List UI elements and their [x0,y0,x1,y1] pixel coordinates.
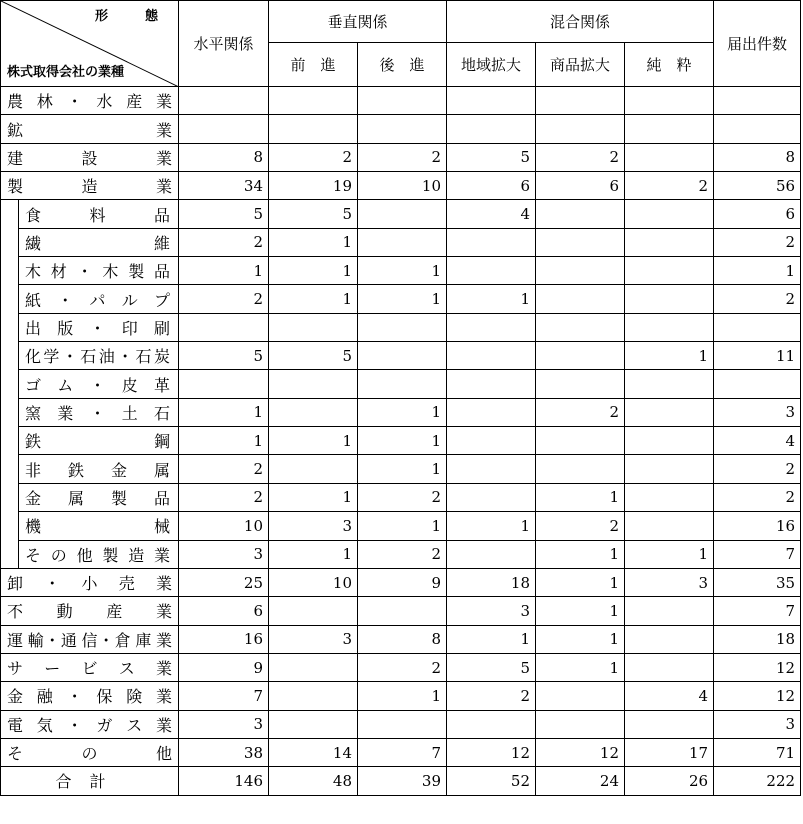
table-row [1,370,801,398]
value-cell [625,398,714,426]
value-cell [358,200,447,228]
table-row [1,228,801,256]
value-cell: 1 [269,285,358,313]
value-cell [714,313,801,341]
table-row [1,200,801,228]
total-value-cell: 26 [625,767,714,795]
value-cell [536,115,625,143]
table-row [1,87,801,115]
value-cell: 1 [536,597,625,625]
indent-cell [1,483,19,511]
value-cell: 12 [714,653,801,681]
value-cell: 1 [269,228,358,256]
value-cell [536,427,625,455]
indent-cell [1,427,19,455]
value-cell [536,228,625,256]
total-value-cell: 146 [179,767,269,795]
value-cell [625,143,714,171]
table-row [1,682,801,710]
value-cell: 1 [269,483,358,511]
indent-cell [1,342,19,370]
value-cell: 2 [625,172,714,200]
value-cell [179,313,269,341]
value-cell: 8 [358,625,447,653]
value-cell: 1 [536,653,625,681]
value-cell: 1 [447,285,536,313]
value-cell: 1 [358,285,447,313]
value-cell: 2 [179,228,269,256]
value-cell [269,398,358,426]
value-cell [625,257,714,285]
value-cell [714,87,801,115]
table-row [1,285,801,313]
value-cell: 2 [536,512,625,540]
value-cell: 2 [536,143,625,171]
row-label: 製造業 [1,172,179,200]
value-cell: 3 [447,597,536,625]
row-label: 鉱業 [1,115,179,143]
value-cell: 3 [269,512,358,540]
row-label: ゴム・皮革 [19,370,179,398]
value-cell: 8 [179,143,269,171]
value-cell [625,455,714,483]
value-cell: 1 [536,540,625,568]
table-row [1,653,801,681]
header-horizontal: 水平関係 [179,1,269,87]
row-label: その他製造業 [19,540,179,568]
value-cell: 3 [714,398,801,426]
value-cell: 5 [179,342,269,370]
table-row [1,398,801,426]
value-cell: 2 [179,285,269,313]
value-cell [625,483,714,511]
value-cell: 2 [714,285,801,313]
table-row [1,143,801,171]
value-cell: 1 [536,625,625,653]
value-cell: 9 [358,568,447,596]
table-row [1,172,801,200]
table-row [1,257,801,285]
indent-cell [1,540,19,568]
value-cell [536,200,625,228]
value-cell [358,597,447,625]
corner-top-label: 形 態 [94,9,170,24]
value-cell [269,653,358,681]
value-cell: 3 [179,540,269,568]
value-cell [714,115,801,143]
value-cell: 5 [269,342,358,370]
table-body [1,87,801,796]
value-cell: 16 [179,625,269,653]
value-cell: 1 [358,398,447,426]
table-row [1,342,801,370]
value-cell: 1 [625,342,714,370]
table-row [1,597,801,625]
value-cell: 25 [179,568,269,596]
table-row [1,540,801,568]
value-cell: 1 [358,427,447,455]
row-label: 鉄鋼 [19,427,179,455]
value-cell [625,228,714,256]
value-cell [625,512,714,540]
value-cell [447,427,536,455]
value-cell: 5 [179,200,269,228]
row-label: 繊維 [19,228,179,256]
value-cell: 5 [447,143,536,171]
value-cell: 1 [447,625,536,653]
value-cell: 4 [625,682,714,710]
value-cell [447,710,536,738]
indent-cell [1,370,19,398]
value-cell: 12 [447,738,536,766]
value-cell [358,87,447,115]
value-cell [358,342,447,370]
value-cell [625,313,714,341]
header-filings: 届出件数 [714,1,801,87]
indent-cell [1,398,19,426]
value-cell [179,115,269,143]
value-cell: 1 [179,257,269,285]
value-cell [625,87,714,115]
value-cell: 12 [714,682,801,710]
value-cell: 2 [269,143,358,171]
value-cell [269,313,358,341]
value-cell [625,200,714,228]
total-label: 合計 [1,767,179,795]
value-cell [269,87,358,115]
value-cell: 1 [358,455,447,483]
row-label: 出版・印刷 [19,313,179,341]
value-cell [625,710,714,738]
value-cell [536,87,625,115]
indent-cell [1,512,19,540]
value-cell [447,370,536,398]
value-cell: 7 [714,597,801,625]
row-label: 非鉄金属 [19,455,179,483]
value-cell [447,313,536,341]
value-cell: 14 [269,738,358,766]
value-cell: 9 [179,653,269,681]
row-label: 建設業 [1,143,179,171]
row-label: 農林・水産業 [1,87,179,115]
value-cell [358,115,447,143]
value-cell [447,87,536,115]
total-value-cell: 52 [447,767,536,795]
value-cell [269,370,358,398]
value-cell [269,597,358,625]
table-row [1,625,801,653]
total-row [1,767,801,795]
value-cell: 10 [269,568,358,596]
value-cell: 2 [179,483,269,511]
indent-cell [1,455,19,483]
value-cell: 6 [714,200,801,228]
row-label: 機械 [19,512,179,540]
value-cell: 1 [625,540,714,568]
value-cell [536,342,625,370]
value-cell: 10 [358,172,447,200]
value-cell [358,370,447,398]
value-cell: 3 [179,710,269,738]
value-cell [625,653,714,681]
row-label: 木材・木製品 [19,257,179,285]
table-row [1,115,801,143]
row-label: 化学・石油・石炭 [19,342,179,370]
value-cell: 18 [447,568,536,596]
row-label: 運輸･通信･倉庫業 [1,625,179,653]
total-value-cell: 24 [536,767,625,795]
total-value-cell: 39 [358,767,447,795]
table-row [1,313,801,341]
value-cell [625,115,714,143]
row-label: 電気・ガス業 [1,710,179,738]
value-cell: 2 [179,455,269,483]
value-cell: 6 [447,172,536,200]
value-cell [358,710,447,738]
indent-cell [1,257,19,285]
value-cell [625,285,714,313]
value-cell [447,540,536,568]
value-cell [447,228,536,256]
value-cell: 71 [714,738,801,766]
table-row [1,483,801,511]
row-label: その他 [1,738,179,766]
total-value-cell: 48 [269,767,358,795]
value-cell: 1 [179,427,269,455]
row-label: 金属製品 [19,483,179,511]
value-cell: 3 [714,710,801,738]
row-label: 不動産業 [1,597,179,625]
indent-cell [1,200,19,228]
value-cell [625,597,714,625]
value-cell: 2 [714,228,801,256]
table-row [1,710,801,738]
value-cell [447,398,536,426]
value-cell: 2 [358,143,447,171]
indent-cell [1,228,19,256]
value-cell: 4 [447,200,536,228]
value-cell: 8 [714,143,801,171]
value-cell: 1 [269,257,358,285]
value-cell [447,257,536,285]
value-cell: 3 [269,625,358,653]
value-cell: 19 [269,172,358,200]
value-cell: 16 [714,512,801,540]
value-cell [536,455,625,483]
value-cell: 1 [269,540,358,568]
value-cell [358,228,447,256]
value-cell: 2 [714,483,801,511]
value-cell [447,115,536,143]
value-cell: 2 [358,483,447,511]
value-cell: 35 [714,568,801,596]
value-cell [447,342,536,370]
value-cell: 1 [358,682,447,710]
row-label: 紙・パルプ [19,285,179,313]
value-cell: 1 [447,512,536,540]
value-cell [714,370,801,398]
value-cell: 5 [447,653,536,681]
value-cell: 6 [179,597,269,625]
value-cell: 7 [179,682,269,710]
value-cell: 1 [269,427,358,455]
header-vertical-backward: 後 進 [358,43,447,87]
value-cell: 1 [179,398,269,426]
value-cell [179,370,269,398]
value-cell [625,370,714,398]
value-cell: 17 [625,738,714,766]
row-label: 金融・保険業 [1,682,179,710]
total-value-cell: 222 [714,767,801,795]
row-label: 窯業・土石 [19,398,179,426]
value-cell [358,313,447,341]
value-cell: 3 [625,568,714,596]
value-cell [447,483,536,511]
value-cell: 1 [358,512,447,540]
value-cell: 56 [714,172,801,200]
header-vertical: 垂直関係 [269,1,447,43]
corner-bottom-label: 株式取得会社の業種 [7,65,125,80]
value-cell: 2 [358,653,447,681]
value-cell [269,682,358,710]
value-cell [536,710,625,738]
value-cell: 34 [179,172,269,200]
header-mixed-regional: 地域拡大 [447,43,536,87]
value-cell: 7 [714,540,801,568]
value-cell [269,710,358,738]
table-row [1,738,801,766]
value-cell [179,87,269,115]
table-row [1,568,801,596]
value-cell: 12 [536,738,625,766]
value-cell: 2 [536,398,625,426]
value-cell: 4 [714,427,801,455]
value-cell [625,427,714,455]
indent-cell [1,313,19,341]
value-cell: 2 [714,455,801,483]
value-cell: 2 [358,540,447,568]
value-cell [536,682,625,710]
row-label: 卸・小売業 [1,568,179,596]
value-cell: 1 [536,483,625,511]
value-cell [269,115,358,143]
value-cell: 5 [269,200,358,228]
value-cell: 6 [536,172,625,200]
row-label: 食料品 [19,200,179,228]
corner-header [1,1,179,87]
table-row [1,427,801,455]
value-cell: 7 [358,738,447,766]
value-cell: 1 [358,257,447,285]
value-cell [625,625,714,653]
header-mixed-product: 商品拡大 [536,43,625,87]
value-cell: 38 [179,738,269,766]
value-cell: 2 [447,682,536,710]
table-row [1,512,801,540]
value-cell: 11 [714,342,801,370]
value-cell [536,285,625,313]
table-row [1,455,801,483]
value-cell [536,313,625,341]
value-cell: 18 [714,625,801,653]
value-cell [447,455,536,483]
value-cell [269,455,358,483]
value-cell: 1 [714,257,801,285]
header-mixed: 混合関係 [447,1,714,43]
value-cell [536,257,625,285]
indent-cell [1,285,19,313]
header-vertical-forward: 前 進 [269,43,358,87]
row-label: サービス業 [1,653,179,681]
value-cell: 10 [179,512,269,540]
value-cell: 1 [536,568,625,596]
header-mixed-pure: 純 粋 [625,43,714,87]
value-cell [536,370,625,398]
